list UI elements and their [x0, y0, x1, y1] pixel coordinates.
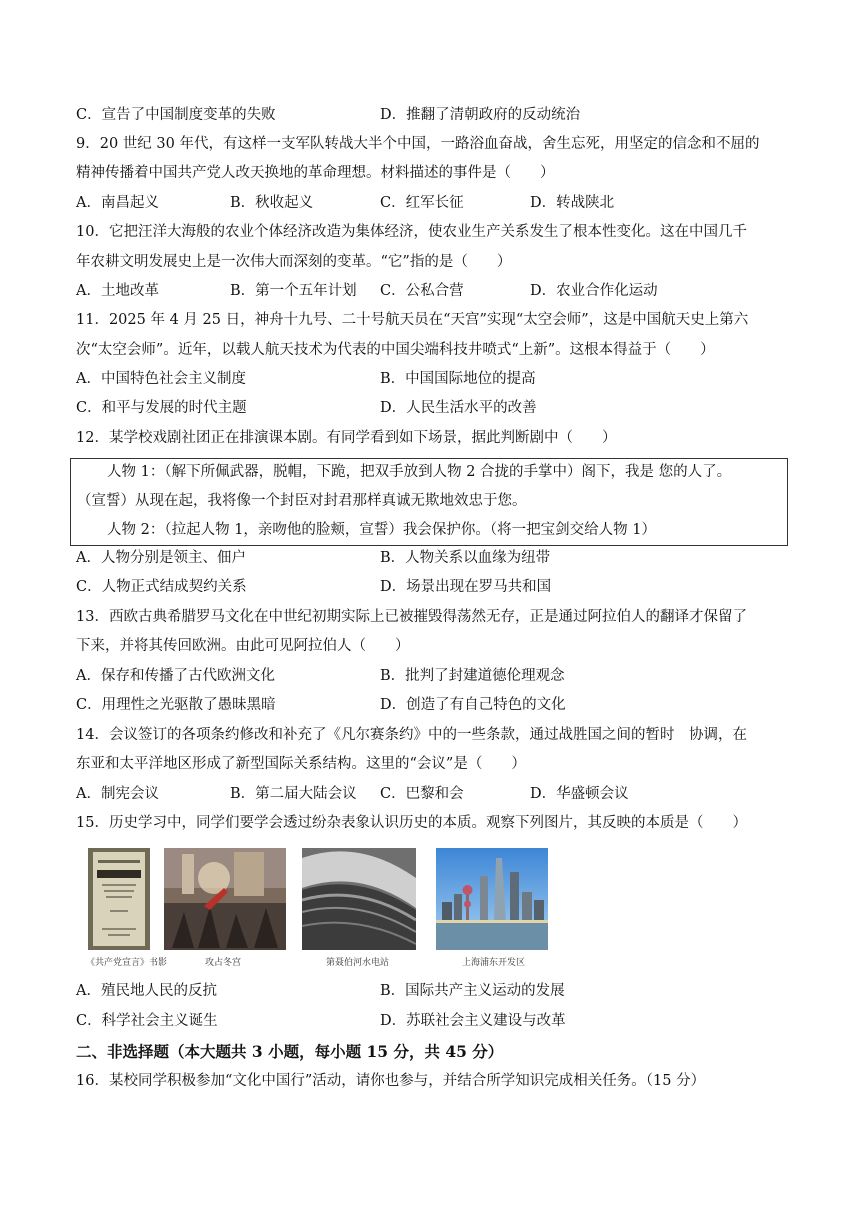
q10-stem-line1: 10．它把汪洋大海般的农业个体经济改造为集体经济，使农业生产关系发生了根本性变化。这在中国几千 — [76, 224, 747, 240]
q8-option-d: D．推翻了清朝政府的反动统治 — [380, 107, 581, 123]
q15-option-b: B．国际共产主义运动的发展 — [380, 983, 565, 999]
q11-option-d: D．人民生活水平的改善 — [380, 400, 537, 416]
q13-stem-line2: 下来，并将其传回欧洲。由此可见阿拉伯人（ ） — [76, 638, 410, 654]
q15-stem: 15．历史学习中，同学们要学会透过纷杂表象认识历史的本质。观察下列图片，其反映的本质是（ ） — [76, 815, 747, 831]
q12-option-c: C．人物正式结成契约关系 — [76, 579, 247, 595]
q9-option-a: A．南昌起义 — [76, 195, 159, 211]
q14-option-a: A．制宪会议 — [76, 786, 159, 802]
q14-stem-line1: 14．会议签订的各项条约修改和补充了《凡尔赛条约》中的一些条款，通过战胜国之间的暂时 协调，在 — [76, 727, 747, 743]
pudong-skyline-image — [436, 848, 548, 950]
q12-material-box — [70, 458, 788, 546]
winter-palace-image — [164, 848, 286, 950]
q12-stem: 12．某学校戏剧社团正在排演课本剧。有同学看到如下场景，据此判断剧中（ ） — [76, 430, 617, 446]
q16-stem: 16．某校同学积极参加“文化中国行”活动，请你也参与，并结合所学知识完成相关任务。（15 分） — [76, 1073, 706, 1089]
q11-option-a: A．中国特色社会主义制度 — [76, 371, 246, 387]
q12-option-b: B．人物关系以血缘为纽带 — [380, 550, 551, 566]
q11-option-b: B．中国国际地位的提高 — [380, 371, 536, 387]
q9-option-d: D．转战陕北 — [530, 195, 615, 211]
q10-option-b: B．第一个五年计划 — [230, 283, 357, 299]
q12-option-d: D．场景出现在罗马共和国 — [380, 579, 552, 595]
caption-winter-palace: 攻占冬宫 — [205, 958, 242, 968]
q14-option-b: B．第二届大陆会议 — [230, 786, 357, 802]
q10-option-c: C．公私合营 — [380, 283, 464, 299]
q12-box-line3: 人物 2：（拉起人物 1，亲吻他的脸颊，宣誓）我会保护你。（将一把宝剑交给人物 1） — [107, 522, 657, 538]
dnieper-dam-image — [302, 848, 416, 950]
q11-stem-line1: 11．2025 年 4 月 25 日，神舟十九号、二十号航天员在“天宫”实现“太空会师”，这是中国航天史上第六 — [76, 312, 749, 328]
q10-option-d: D．农业合作化运动 — [530, 283, 658, 299]
section-2-title: 二、非选择题（本大题共 3 小题，每小题 15 分，共 45 分） — [76, 1042, 504, 1061]
q11-option-c: C．和平与发展的时代主题 — [76, 400, 247, 416]
q15-option-d: D．苏联社会主义建设与改革 — [380, 1013, 566, 1029]
q8-option-c: C．宣告了中国制度变革的失败 — [76, 107, 276, 123]
q11-stem-line2: 次“太空会师”。近年，以载人航天技术为代表的中国尖端科技井喷式“上新”。这根本得益于（ ） — [76, 342, 715, 358]
caption-pudong: 上海浦东开发区 — [462, 958, 526, 968]
q15-option-c: C．科学社会主义诞生 — [76, 1013, 218, 1029]
q9-option-b: B．秋收起义 — [230, 195, 314, 211]
q15-option-a: A．殖民地人民的反抗 — [76, 983, 217, 999]
q13-option-d: D．创造了有自己特色的文化 — [380, 697, 566, 713]
q13-option-a: A．保存和传播了古代欧洲文化 — [76, 668, 275, 684]
caption-dnieper: 第聂伯河水电站 — [326, 958, 390, 968]
q9-stem-line1: 9．20 世纪 30 年代，有这样一支军队转战大半个中国，一路浴血奋战，舍生忘死，用坚定的信念和不屈的 — [76, 136, 760, 152]
q10-stem-line2: 年农耕文明发展史上是一次伟大而深刻的变革。“它”指的是（ ） — [76, 254, 512, 270]
manifesto-book-image — [88, 848, 150, 950]
q13-option-b: B．批判了封建道德伦理观念 — [380, 668, 565, 684]
q13-stem-line1: 13．西欧古典希腊罗马文化在中世纪初期实际上已被摧毁得荡然无存，正是通过阿拉伯人的翻译才保留了 — [76, 609, 747, 625]
q12-box-line1: 人物 1：（解下所佩武器，脱帽，下跪，把双手放到人物 2 合拢的手掌中）阁下，我是 您的人了。 — [107, 464, 732, 480]
q9-stem-line2: 精神传播着中国共产党人改天换地的革命理想。材料描述的事件是（ ） — [76, 165, 555, 181]
caption-manifesto: 《共产党宣言》书影 — [86, 958, 168, 968]
q14-stem-line2: 东亚和太平洋地区形成了新型国际关系结构。这里的“会议”是（ ） — [76, 756, 526, 772]
q13-option-c: C．用理性之光驱散了愚昧黑暗 — [76, 697, 276, 713]
q12-box-line2: （宣誓）从现在起，我将像一个封臣对封君那样真诚无欺地效忠于您。 — [77, 493, 527, 509]
q12-option-a: A．人物分别是领主、佃户 — [76, 550, 246, 566]
q14-option-d: D．华盛顿会议 — [530, 786, 629, 802]
q14-option-c: C．巴黎和会 — [380, 786, 464, 802]
q9-option-c: C．红军长征 — [380, 195, 464, 211]
q10-option-a: A．土地改革 — [76, 283, 159, 299]
